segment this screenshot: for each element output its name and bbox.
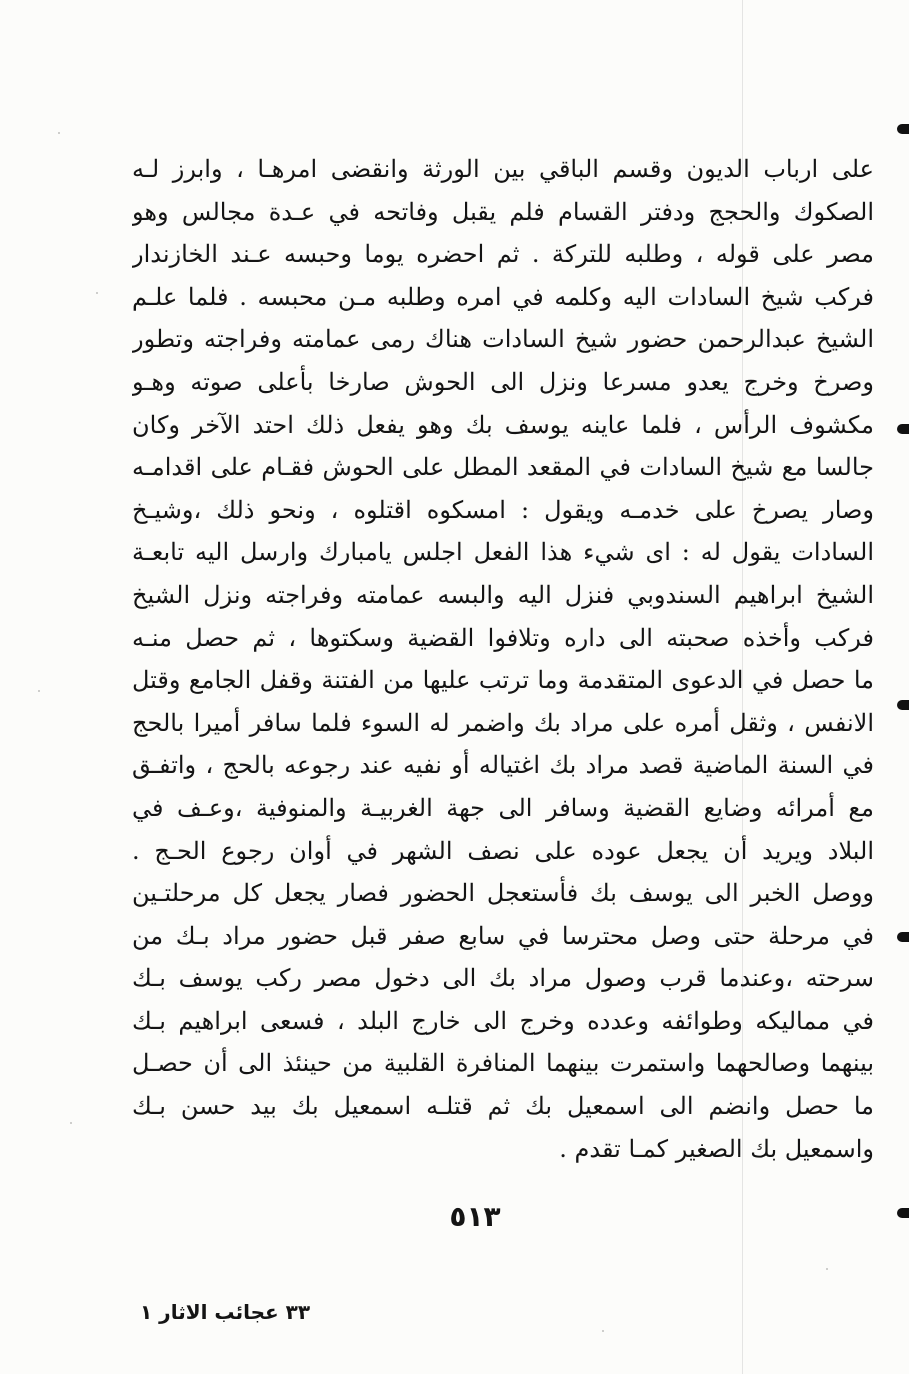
text-line: وصرخ وخرج يعدو مسرعا ونزل الى الحوش صارخا بأعلى صوته وهـو: [132, 367, 874, 396]
text-line: في السنة الماضية قصد مراد بك اغتياله أو نفيه عند رجوعه بالحج ، واتفـق: [132, 751, 874, 780]
text-line: بينهما وصالحهما واستمرت بينهما المنافرة القلبية من حينئذ الى أن حصـل: [132, 1049, 874, 1078]
edge-mark: [897, 424, 909, 434]
paper-speck: [70, 1122, 72, 1124]
text-line: وصار يصرخ على خدمـه ويقول : امسكوه اقتلوه ، ونحو ذلك ،وشيـخ: [132, 495, 874, 524]
text-line: الشيخ عبدالرحمن حضور شيخ السادات هناك رمى عمامته وفراجته وتطور: [132, 325, 874, 354]
text-line: الشيخ ابراهيم السندوبي فنزل اليه والبسه عمامته وفراجته ونزل الشيخ: [132, 580, 874, 609]
text-line: السادات يقول له : اى شيء هذا الفعل اجلس يامبارك وارسل اليه تابعـة: [132, 538, 874, 567]
text-line: جالسا مع شيخ السادات في المقعد المطل على الحوش فقـام على اقدامـه: [132, 453, 874, 482]
text-line: في مماليكه وطوائفه وعدده وخرج الى خارج البلد ، فسعى ابراهيم بـك: [132, 1006, 874, 1035]
text-line: مصر على قوله ، وطلبه للتركة . ثم احضره يوما وحبسه عـند الخازندار: [132, 240, 874, 269]
text-line: سرحته ،وعندما قرب وصول مراد بك الى دخول مصر ركب يوسف بـك: [132, 964, 874, 993]
text-line: ما حصل وانضم الى اسمعيل بك ثم قتلـه اسمعيل بك بيد حسن بـك: [132, 1092, 874, 1121]
text-line: الصكوك والحجج ودفتر القسام فلم يقبل وفاتحه في عـدة مجالس وهو: [132, 197, 874, 226]
edge-mark: [897, 932, 909, 942]
text-line: مع أمرائه وضايع القضية وسافر الى جهة الغربيـة والمنوفية ،وعـف في: [132, 793, 874, 822]
paper-speck: [58, 132, 60, 134]
text-line: الانفس ، وثقل أمره على مراد بك واضمر له السوء فلما سافر أميرا بالحج: [132, 708, 874, 737]
text-line: ووصل الخبر الى يوسف بك فأستعجل الحضور فصار يجعل كل مرحلتـين: [132, 879, 874, 908]
text-line: البلاد ويريد أن يجعل عوده على نصف الشهر في أوان رجوع الحـج .: [132, 836, 874, 865]
paper-speck: [602, 1330, 604, 1332]
paper-speck: [826, 1268, 828, 1270]
paper-speck: [96, 292, 98, 294]
footer-signature: ٣٣ عجائب الاثار ١: [140, 1300, 311, 1324]
edge-mark: [897, 124, 909, 134]
paper-speck: [38, 690, 40, 692]
text-line: واسمعيل بك الصغير كمـا تقدم .: [559, 1134, 874, 1163]
edge-mark: [897, 1208, 909, 1218]
body-text: [132, 148, 874, 1170]
text-line: في مرحلة حتى وصل محترسا في سابع صفر قبل حضور مراد بـك من: [132, 921, 874, 950]
text-line: فركب شيخ السادات اليه وكلمه في امره وطلبه مـن محبسه . فلما علـم: [132, 282, 874, 311]
text-line: على ارباب الديون وقسم الباقي بين الورثة وانقضى امرهـا ، وابرز لـه: [132, 155, 874, 183]
text-line: مكشوف الرأس ، فلما عاينه يوسف بك وهو يفعل ذلك احتد الآخر وكان: [132, 410, 874, 439]
page-number: ٥١٣: [449, 1200, 501, 1233]
text-line: ما حصل في الدعوى المتقدمة وما ترتب عليها من الفتنة وقفل الجامع وقتل: [132, 666, 874, 695]
text-line: فركب وأخذه صحبته الى داره وتلافوا القضية وسكتوها ، ثم حصل منـه: [132, 623, 874, 652]
edge-mark: [897, 700, 909, 710]
